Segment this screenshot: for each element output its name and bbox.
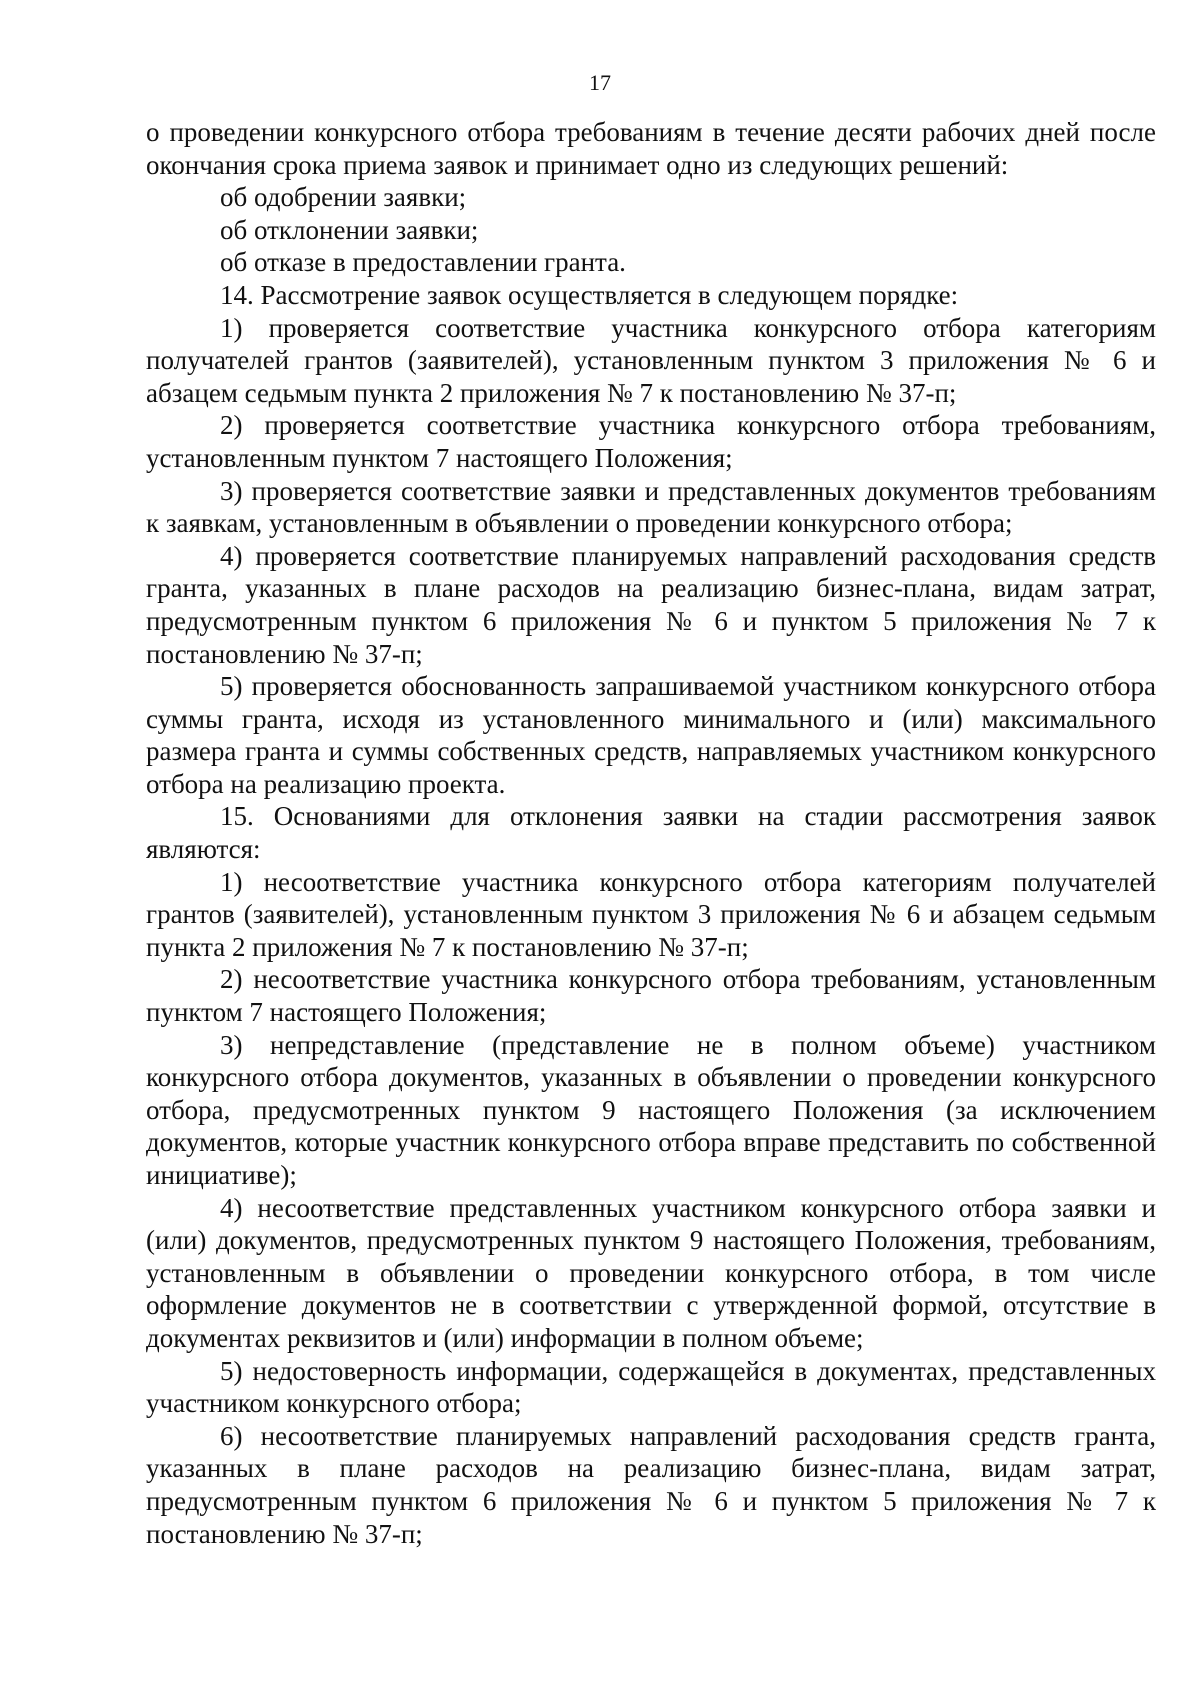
paragraph-option-refuse: об отказе в предоставлении гранта. [220,247,626,278]
paragraph-option-approve: об одобрении заявки; [220,182,467,213]
paragraph-15-item-3: 3) непредставление (представление не в полном объеме) участником конкурсного отбора документов, указанных в объявлении о проведении конкурсного отбора, предусмотренных пунктом 9 настоящего Положения (за исключением документов, которые участник конкурсного отбора вправе представить по собственной инициативе); [146,1029,1156,1190]
page-number: 17 [589,70,611,95]
paragraph-14-item-5: 5) проверяется обоснованность запрашиваемой участником конкурсного отбора суммы гранта, исходя из установленного минимального и (или) максимального размера гранта и суммы собственных средств, направляемых участником конкурсного отбора на реализацию проекта. [146,671,1156,799]
paragraph-continuation: о проведении конкурсного отбора требованиям в течение десяти рабочих дней после окончания срока приема заявок и принимает одно из следующих решений: [146,117,1156,180]
document-body [146,116,1156,1550]
paragraph-14-item-1: 1) проверяется соответствие участника конкурсного отбора категориям получателей грантов (заявителей), установленным пунктом 3 приложения № 6 и абзацем седьмым пункта 2 приложения № 7 к постановлению № 37-п; [146,312,1156,408]
paragraph-14-item-2: 2) проверяется соответствие участника конкурсного отбора требованиям, установленным пунктом 7 настоящего Положения; [146,410,1156,473]
paragraph-15-item-2: 2) несоответствие участника конкурсного отбора требованиям, установленным пунктом 7 настоящего Положения; [146,964,1156,1028]
paragraph-15-item-4: 4) несоответствие представленных участником конкурсного отбора заявки и (или) документов, предусмотренных пунктом 9 настоящего Положения, требованиям, установленным в объявлении о проведении конкурсного отбора, в том числе оформление документов не в соответствии с утвержденной формой, отсутствие в документах реквизитов и (или) информации в полном объеме; [146,1192,1156,1353]
paragraph-section-14: 14. Рассмотрение заявок осуществляется в следующем порядке: [220,279,959,310]
paragraph-14-item-3: 3) проверяется соответствие заявки и представленных документов требованиям к заявкам, установленным в объявлении о проведении конкурсного отбора; [146,475,1156,539]
paragraph-option-reject: об отклонении заявки; [220,214,479,245]
paragraph-section-15: 15. Основаниями для отклонения заявки на стадии рассмотрения заявок являются: [146,801,1156,865]
paragraph-14-item-4: 4) проверяется соответствие планируемых направлений расходования средств гранта, указанных в плане расходов на реализацию бизнес-плана, видам затрат, предусмотренным пунктом 6 приложения № 6 и пунктом 5 приложения № 7 к постановлению № 37-п; [146,540,1156,669]
paragraph-15-item-1: 1) несоответствие участника конкурсного отбора категориям получателей грантов (заявителей), установленным пунктом 3 приложения № 6 и абзацем седьмым пункта 2 приложения № 7 к постановлению № 37-п; [146,866,1156,962]
paragraph-15-item-6: 6) несоответствие планируемых направлений расходования средств гранта, указанных в плане расходов на реализацию бизнес-плана, видам затрат, предусмотренным пунктом 6 приложения № 6 и пунктом 5 приложения № 7 к постановлению № 37-п; [146,1420,1156,1549]
paragraph-15-item-5: 5) недостоверность информации, содержащейся в документах, представленных участником конкурсного отбора; [146,1355,1156,1419]
